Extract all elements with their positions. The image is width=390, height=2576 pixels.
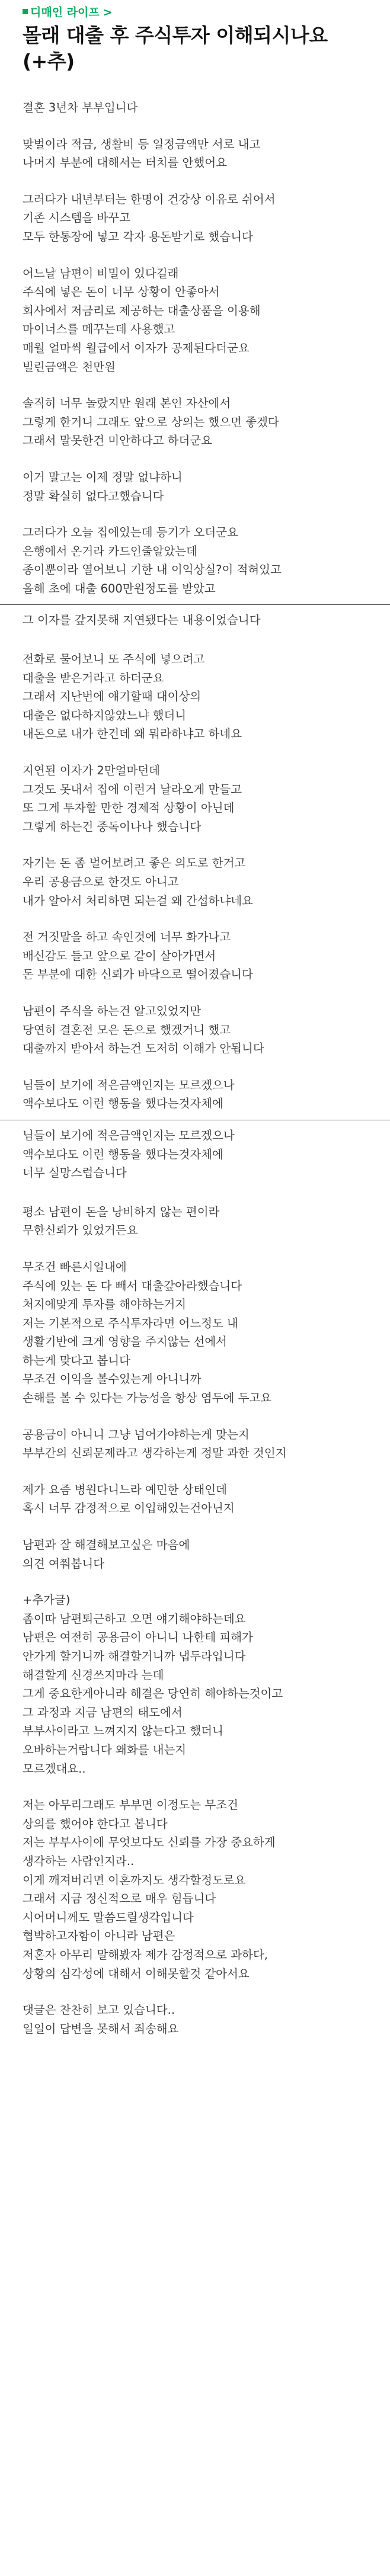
paragraph-line: 대출까지 받아서 하는건 도저히 이해가 안됩니다 [23,1042,264,1056]
paragraph-line: 내돈으로 내가 한건데 왜 뭐라하냐고 하네요 [23,727,242,741]
paragraph [23,523,367,598]
paragraph-line: 무조건 이익을 볼수있는게 아니니까 [23,1372,202,1386]
paragraph-line: 저는 부부사이에 무엇보다도 신뢰를 가장 중요하게 [23,1835,276,1850]
paragraph [23,394,367,450]
paragraph-line: 모르겠대요.. [23,1761,86,1776]
paragraph-line: 종이뿐이라 열어보니 기한 내 이익상실?이 적혀있고 [23,563,282,577]
category-square-icon [23,9,28,14]
paragraph [23,611,367,630]
paragraph-line: 해결할게 신경쓰지마라 는데 [23,1668,164,1682]
paragraph-line: 우리 공용금으로 한것도 아니고 [23,875,179,889]
paragraph-line: 또 그게 투자할 만한 경제적 상황이 아닌데 [23,801,235,815]
paragraph-line: 내가 알아서 처리하면 되는걸 왜 간섭하냐네요 [23,893,253,908]
paragraph-line: 처지에맞게 투자를 해야하는거지 [23,1297,187,1312]
paragraph-line: 생각하는 사람인지라.. [23,1854,135,1868]
paragraph-line: 이게 깨져버리면 이혼까지도 생각할정도로요 [23,1873,246,1887]
paragraph-line: 정말 확실히 없다고했습니다 [23,489,164,503]
paragraph-line: 액수보다도 이런 행동을 했다는것자체에 [23,1147,223,1161]
paragraph [23,98,367,117]
paragraph-line: 저혼자 아무리 말해봤자 제가 감정적으로 과하다, [23,1947,268,1962]
paragraph-line: 상의를 했어야 한다고 봅니다 [23,1816,168,1831]
paragraph-line: 부부간의 신뢰문제라고 생각하는게 정말 과한 것인지 [23,1446,287,1460]
paragraph-line: 안가게 할거니까 해결할거니까 냅두라입니다 [23,1649,246,1663]
paragraph-line: 평소 남편이 돈을 낭비하지 않는 편이라 [23,1204,220,1219]
paragraph-line: 생활기반에 크게 영향을 주지않는 선에서 [23,1335,228,1349]
paragraph-line: 지연된 이자가 2만얼마던데 [23,764,161,778]
paragraph-line: 올해 초에 대출 600만원정도를 받았고 [23,581,216,595]
paragraph [23,1591,367,1778]
paragraph-line: 좀이따 남편퇴근하고 오면 얘기해야하는데요 [23,1611,246,1626]
paragraph [23,761,367,836]
section-divider [0,604,390,605]
paragraph-line: 무조건 빠른시일내에 [23,1260,127,1274]
paragraph-line: 그래서 지금 정신적으로 매우 힘듭니다 [23,1892,216,1906]
paragraph-line: 혹시 너무 감정적으로 이입해있는건아닌지 [23,1501,235,1516]
paragraph [23,1258,367,1408]
paragraph-line: 그것도 못내서 집에 이런거 날라오게 만들고 [23,782,242,796]
paragraph-line: 주식에 있는 돈 다 빼서 대출갚아라했습니다 [23,1279,242,1293]
paragraph [23,1126,367,1183]
paragraph [23,1536,367,1573]
paragraph-line: 손해를 볼 수 있다는 가능성을 항상 염두에 두고요 [23,1391,272,1405]
paragraph-line: 오바하는거랍니다 왜화를 내는지 [23,1742,187,1757]
category-link[interactable] [23,5,113,20]
paragraph-line: 그렇게 한거니 그래도 앞으로 상의는 했으면 좋겠다 [23,415,279,429]
paragraph-line: 공용금이 아니니 그냥 넘어가야하는게 맞는지 [23,1427,250,1441]
paragraph-line: 이거 말고는 이제 정말 없냐하니 [23,470,183,484]
paragraph-line: 빌린금액은 천만원 [23,360,116,374]
paragraph-line: 대출은 없다하지않았느냐 했더니 [23,708,187,722]
paragraph-line: 남편과 잘 해결해보고싶은 마음에 [23,1538,190,1552]
paragraph [23,135,367,172]
paragraph-line: 솔직히 너무 놀랐지만 원래 본인 자산에서 [23,396,231,411]
paragraph-line: 남편은 여전히 공용금이 아니니 나한테 피해가 [23,1630,253,1645]
paragraph-line: 주식에 넣은 돈이 너무 상황이 안좋아서 [23,285,220,299]
paragraph [23,1425,367,1463]
paragraph [23,650,367,744]
paragraph-line: 상황의 심각성에 대해서 이해못할것 같아서요 [23,1966,250,1981]
paragraph [23,1481,367,1518]
paragraph-line: 나머지 부분에 대해서는 터치를 안했어요 [23,156,228,170]
paragraph [23,928,367,984]
paragraph [23,1796,367,1983]
paragraph-line: 당연히 결혼전 모은 돈으로 했겠거니 했고 [23,1023,231,1037]
paragraph-line: 일일이 답변을 못해서 죄송해요 [23,2021,179,2036]
paragraph-line: 저는 아무리그래도 부부면 이정도는 무조건 [23,1798,238,1812]
paragraph [23,854,367,910]
paragraph-line: 의견 여쭤봅니다 [23,1556,105,1571]
paragraph-line: 자기는 돈 좀 벌어보려고 좋은 의도로 한거고 [23,856,246,870]
paragraph-line: 그러다가 내년부터는 한명이 건강상 이유로 쉬어서 [23,192,276,206]
paragraph-line: 그렇게 하는건 중독이나나 했습니다 [23,819,202,834]
paragraph-line: 댓글은 찬찬히 보고 있습니다.. [23,2003,175,2017]
paragraph [23,190,367,246]
paragraph [23,1203,367,1240]
paragraph-line: 회사에서 저금리로 제공하는 대출상품을 이용해 [23,303,261,318]
paragraph [23,468,367,505]
paragraph-line: 님들이 보기에 적은금액인지는 모르겠으나 [23,1078,235,1092]
paragraph-line: 님들이 보기에 적은금액인지는 모르겠으나 [23,1128,235,1142]
paragraph-line: +추가글) [23,1593,71,1607]
paragraph-line: 매월 얼마씩 월급에서 이자가 공제된다더군요 [23,341,250,355]
paragraph [23,264,367,377]
post-body [23,98,367,2038]
category-label: 디매인 라이프 [30,6,100,19]
paragraph-line: 액수보다도 이런 행동을 했다는것자체에 [23,1097,223,1111]
paragraph-line: 그래서 말못한건 미안하다고 하더군요 [23,434,212,448]
paragraph-line: 그 과정과 지금 남편의 태도에서 [23,1705,183,1719]
paragraph-line: 무한신뢰가 있었거든요 [23,1223,138,1238]
paragraph-line: 그 이자를 갚지못해 지연됐다는 내용이었습니다 [23,613,261,627]
paragraph-line: 전화로 물어보니 또 주식에 넣으려고 [23,652,205,667]
paragraph-line: 모두 한통장에 넣고 각자 용돈받기로 했습니다 [23,229,253,243]
paragraph [23,1076,367,1113]
paragraph-line: 시어머니께도 말씀드릴생각입니다 [23,1910,194,1924]
paragraph-line: 전 거짓말을 하고 속인것에 너무 화가나고 [23,930,231,944]
paragraph-line: 제가 요즘 병원다니느라 예민한 상태인데 [23,1482,228,1497]
paragraph-line: 돈 부분에 대한 신뢰가 바닥으로 떨어졌습니다 [23,967,253,982]
paragraph-line: 너무 실망스럽습니다 [23,1166,127,1180]
paragraph-line: 배신감도 들고 앞으로 같이 살아가면서 [23,949,216,963]
paragraph-line: 대출을 받은거라고 하더군요 [23,671,164,685]
paragraph-line: 결혼 3년차 부부입니다 [23,101,138,114]
paragraph-line: 기존 시스템을 바꾸고 [23,211,130,225]
paragraph-line: 그게 중요한게아니라 해결은 당연히 해야하는것이고 [23,1687,283,1701]
paragraph-line: 마이너스를 메꾸는데 사용했고 [23,322,175,337]
post-title: 몰래 대출 후 주식투자 이해되시나요 (+추) [23,24,328,73]
paragraph-line: 은행에서 온거라 카드인줄알았는데 [23,544,197,558]
paragraph-line: 부부사이라고 느껴지지 않는다고 했더니 [23,1724,223,1738]
paragraph-line: 그러다가 오늘 집에있는데 등기가 오더군요 [23,526,238,540]
paragraph-line: 맞벌이라 적금, 생활비 등 일정금액만 서로 내고 [23,137,261,151]
paragraph-line: 협박하고자함이 아니라 남편은 [23,1929,175,1943]
paragraph-line: 어느날 남편이 비밀이 있다길래 [23,266,179,280]
paragraph-line: 그래서 지난번에 얘기할때 대이상의 [23,690,202,704]
paragraph-line: 저는 기본적으로 주식투자라면 어느정도 내 [23,1316,238,1330]
chevron-right-icon: > [103,6,113,19]
paragraph-line: 하는게 맞다고 봅니다 [23,1353,130,1367]
paragraph [23,2001,367,2038]
paragraph [23,1002,367,1058]
paragraph-line: 남편이 주식을 하는건 알고있었지만 [23,1004,202,1018]
